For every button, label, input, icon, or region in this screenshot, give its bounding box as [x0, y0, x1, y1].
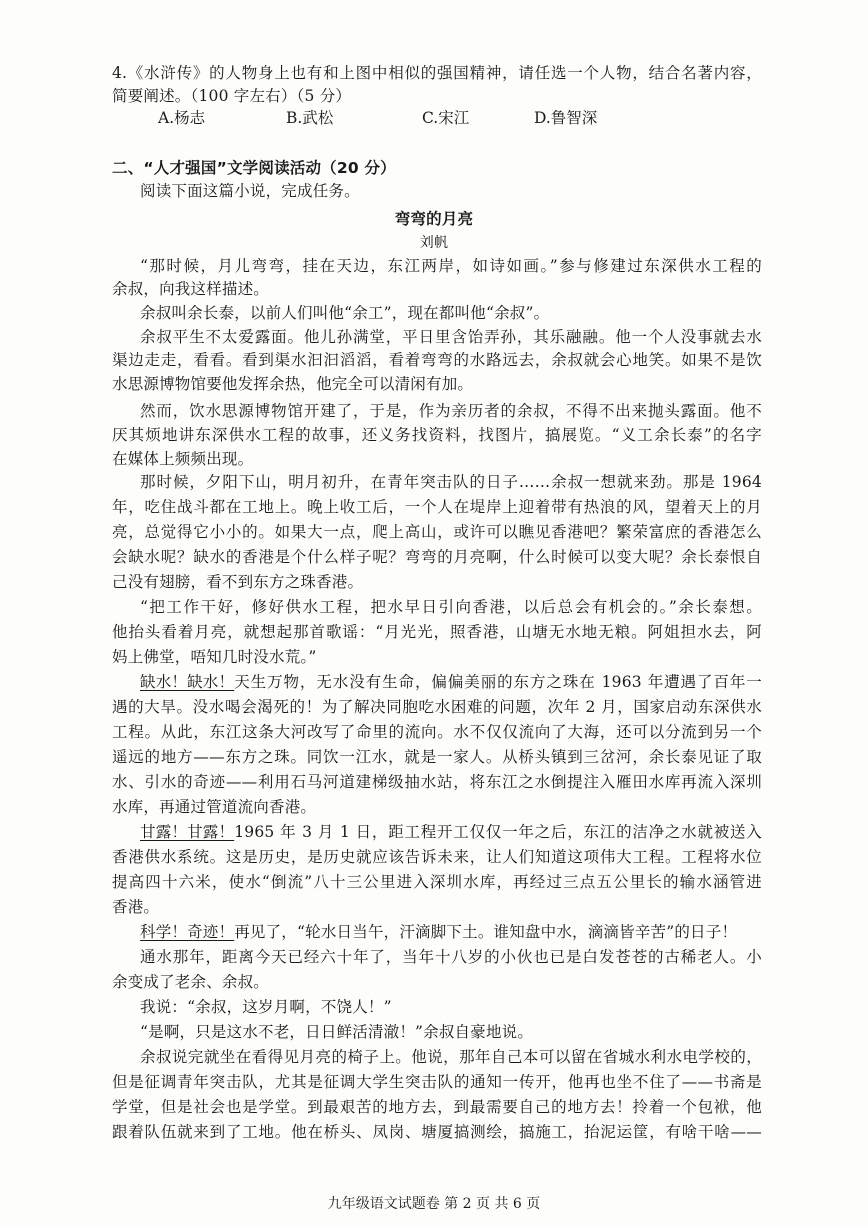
- paragraph-line: 香港。: [112, 898, 160, 916]
- section-2-heading: 二、“人才强国”文学阅读活动（20 分）: [112, 159, 396, 177]
- paragraph-line: 余叔叫余长泰，以前人们叫他“余工”，现在都叫他“余叔”。: [140, 304, 550, 322]
- section-2-instruction: 阅读下面这篇小说，完成任务。: [140, 182, 360, 200]
- paragraph-line: 会缺水呢？缺水的香港是个什么样子呢？弯弯的月亮啊，什么时候可以变大呢？余长泰恨自: [112, 548, 762, 566]
- paragraph-line: 余叔，向我这样描述。: [112, 280, 270, 298]
- paragraph-line: 我说：“余叔，这岁月啊，不饶人！”: [140, 998, 392, 1016]
- paragraph-line: [140, 821, 762, 843]
- paragraph-line: 年，吃住战斗都在工地上。晚上收工后，一个人在堤岸上迎着带有热浪的风，望着天上的月: [112, 498, 762, 516]
- story-author: 刘帆: [419, 235, 449, 251]
- paragraph-text: 天生万物，无水没有生命，偏偏美丽的东方之珠在 1963 年遭遇了百年一: [234, 673, 762, 691]
- paragraph-line: 通水那年，距离今天已经六十年了，当年十八岁的小伙也已是白发苍苍的古稀老人。小: [140, 948, 762, 966]
- paragraph-line: 厌其烦地讲东深供水工程的故事，还义务找资料，找图片，搞展览。“义工余长泰”的名字: [112, 426, 762, 444]
- paragraph-line: 他抬头看着月亮，就想起那首歌谣：“月光光，照香港，山塘无水地无粮。阿姐担水去，阿: [112, 623, 762, 641]
- underlined-lead: 科学！奇迹！: [140, 923, 235, 941]
- paragraph-line: 跟着队伍就来到了工地。他在桥头、凤岗、塘厦搞测绘，搞施工，抬泥运筐，有啥干啥——: [112, 1123, 762, 1141]
- paragraph-text: 1965 年 3 月 1 日，距工程开工仅仅一年之后，东江的洁净之水就被送入: [234, 823, 762, 841]
- paragraph-line: “把工作干好，修好供水工程，把水早日引向香港，以后总会有机会的。”余长泰想。: [140, 598, 762, 616]
- paragraph-line: 然而，饮水思源博物馆开建了，于是，作为亲历者的余叔，不得不出来抛头露面。他不: [140, 402, 762, 420]
- option-c: C.宋江: [422, 109, 470, 127]
- paragraph-line: 余叔说完就坐在看得见月亮的椅子上。他说，那年自己本可以留在省城水利水电学校的，: [140, 1048, 762, 1066]
- option-d: D.鲁智深: [534, 109, 598, 127]
- paragraph-text: 再见了，“轮水日当午，汗滴脚下土。谁知盘中水，滴滴皆辛苦”的日子！: [234, 923, 738, 941]
- paragraph-line: 水思源博物馆要他发挥余热，他完全可以清闲有加。: [112, 375, 474, 393]
- paragraph-line: 遇的大旱。没水喝会渴死的！为了解决同胞吃水困难的问题，次年 2 月，国家启动东深供水: [112, 698, 762, 716]
- paragraph-line: 水库，再通过管道流向香港。: [112, 798, 317, 816]
- paragraph-line: 渠边走走，看看。看到渠水汩汩滔滔，看着弯弯的水路远去，余叔就会心地笑。如果不是饮: [112, 351, 762, 369]
- paragraph-line: “那时候，月儿弯弯，挂在天边，东江两岸，如诗如画。”参与修建过东深供水工程的: [140, 257, 762, 275]
- page-footer: 九年级语文试题卷 第 2 页 共 6 页: [327, 1196, 541, 1212]
- paragraph-line: 妈上佛堂，唔知几时没水荒。”: [112, 648, 317, 666]
- paragraph-line: 提高四十六米，使水“倒流”八十三公里进入深圳水库，再经过三点五公里长的输水涵管进: [112, 873, 762, 891]
- paragraph-line: 己没有翅膀，看不到东方之珠香港。: [112, 573, 364, 591]
- underlined-lead: 甘露！甘露！: [140, 823, 235, 841]
- paragraph-line: 工程。从此，东江这条大河改写了命里的流向。水不仅仅流向了大海，还可以分流到另一个: [112, 723, 762, 741]
- question-4-line-1: 4.《水浒传》的人物身上也有和上图中相似的强国精神，请任选一个人物，结合名著内容，: [112, 64, 762, 82]
- paragraph-line: 亮，总觉得它小小的。如果大一点，爬上高山，或许可以瞧见香港吧？繁荣富庶的香港怎么: [112, 523, 762, 541]
- option-a: A.杨志: [158, 109, 206, 127]
- paragraph-line: 香港供水系统。这是历史，是历史就应该告诉未来，让人们知道这项伟大工程。工程将水位: [112, 848, 762, 866]
- paragraph-line: 学堂，但是社会也是学堂。到最艰苦的地方去，到最需要自己的地方去！拎着一个包袱，他: [112, 1098, 762, 1116]
- option-b: B.武松: [286, 109, 334, 127]
- paragraph-line: 水、引水的奇迹——利用石马河道建梯级抽水站，将东江之水倒提注入雁田水库再流入深圳: [112, 773, 762, 791]
- paragraph-line: 余叔平生不太爱露面。他儿孙满堂，平日里含饴弄孙，其乐融融。他一个人没事就去水: [140, 328, 762, 346]
- paragraph-line: 那时候，夕阳下山，明月初升，在青年突击队的日子……余叔一想就来劲。那是 1964: [140, 473, 762, 491]
- paragraph-line: 但是征调青年突击队，尤其是征调大学生突击队的通知一传开，他再也坐不住了——书斋是: [112, 1073, 762, 1091]
- paragraph-line: 在媒体上频频出现。: [112, 450, 254, 468]
- paragraph-line: “是啊，只是这水不老，日日鲜活清澈！”余叔自豪地说。: [140, 1023, 534, 1041]
- paragraph-line: [140, 671, 762, 693]
- paragraph-line: [140, 921, 762, 943]
- underlined-lead: 缺水！缺水！: [140, 673, 235, 691]
- paragraph-line: 遥远的地方——东方之珠。同饮一江水，就是一家人。从桥头镇到三岔河，余长泰见证了取: [112, 748, 762, 766]
- question-4-line-2: 简要阐述。（100 字左右）（5 分）: [112, 87, 352, 105]
- paragraph-line: 余变成了老余、余叔。: [112, 973, 270, 991]
- story-title: 弯弯的月亮: [394, 210, 474, 228]
